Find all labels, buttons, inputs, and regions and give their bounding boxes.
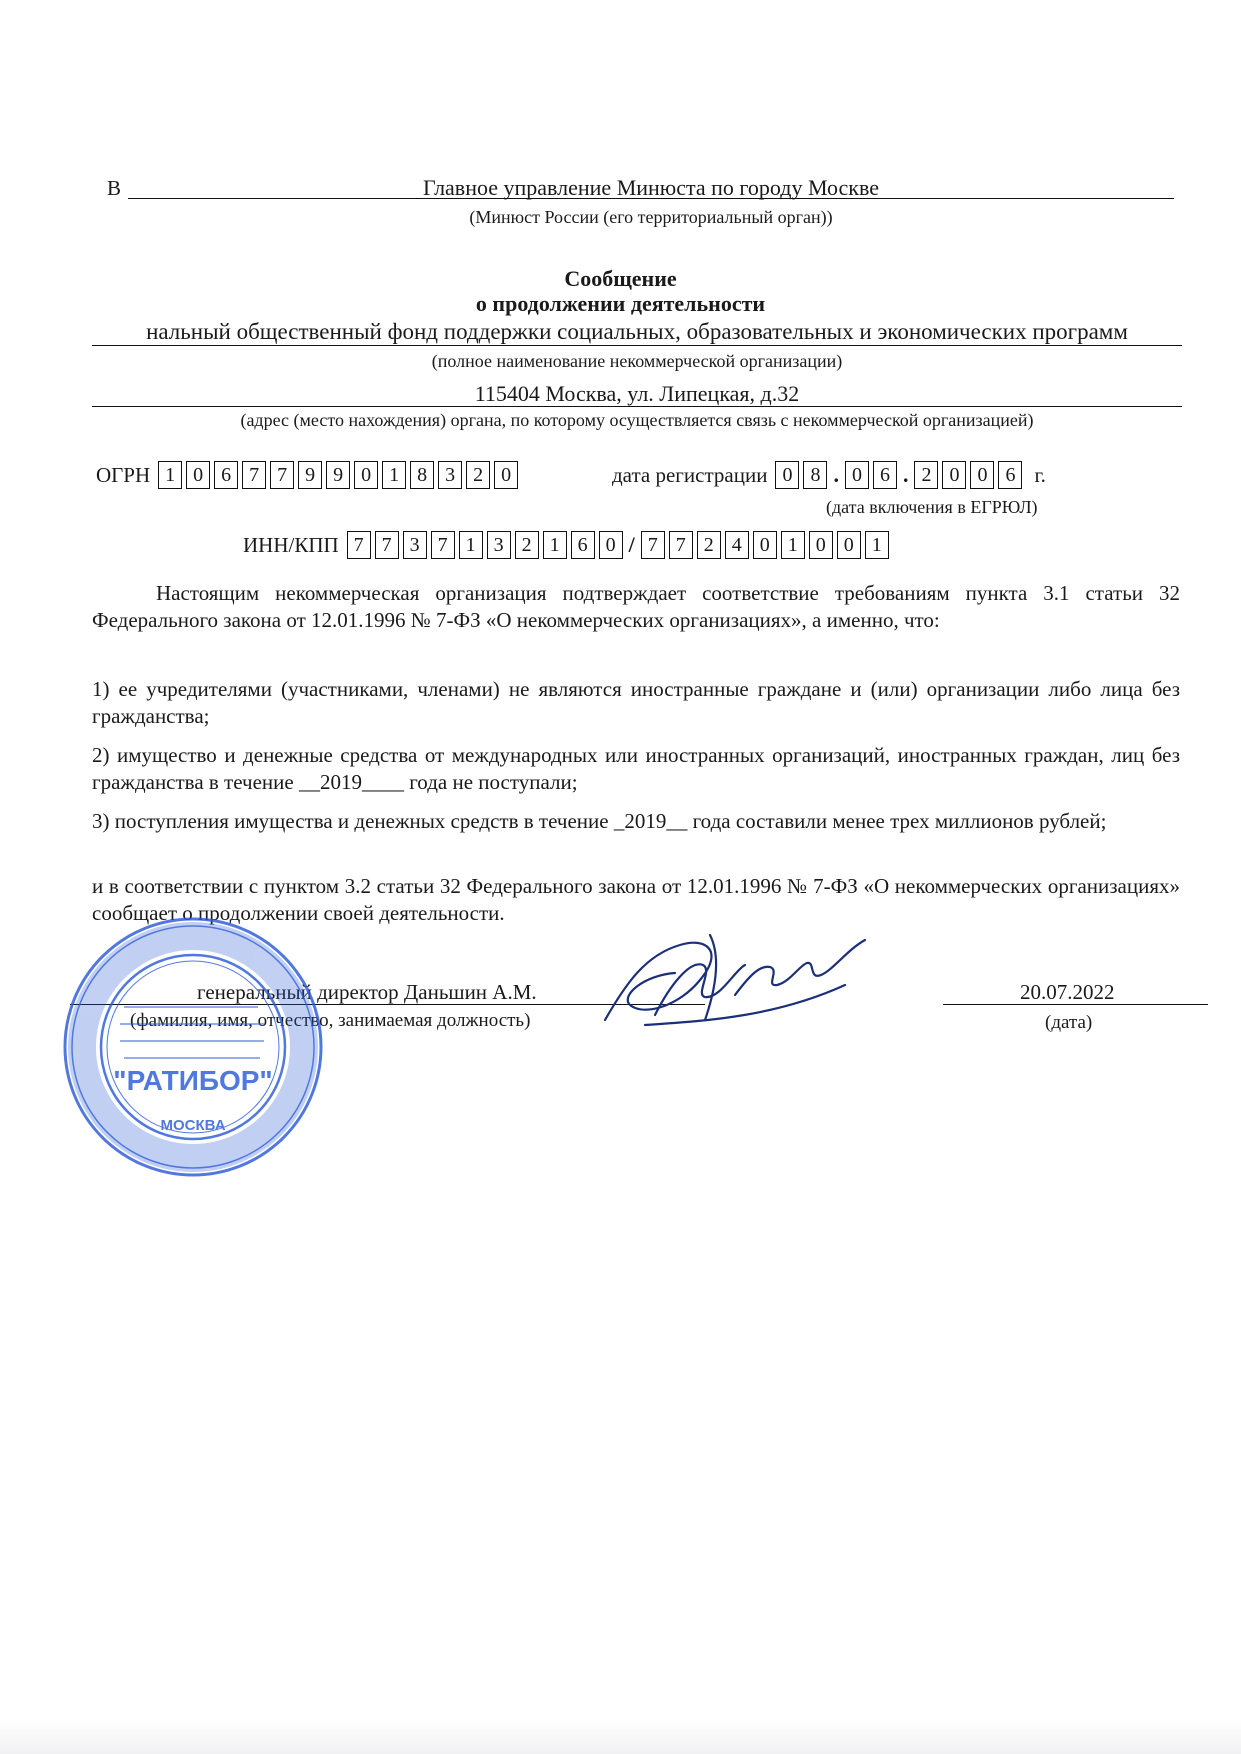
stamp-city-text: МОСКВА <box>160 1117 226 1134</box>
registration-month-boxes <box>845 461 901 489</box>
digit-box: 0 <box>809 531 833 559</box>
digit-box: 1 <box>158 461 182 489</box>
organization-name-underline <box>92 345 1182 346</box>
digit-box: 0 <box>845 461 869 489</box>
ogrn-row <box>96 461 522 489</box>
year-suffix: г. <box>1034 462 1046 487</box>
ogrn-digit-boxes <box>158 461 522 489</box>
egrul-caption: (дата включения в ЕГРЮЛ) <box>826 497 1038 517</box>
digit-box: 2 <box>515 531 539 559</box>
sign-date-caption: (дата) <box>1045 1012 1093 1033</box>
kpp-digit-boxes <box>641 531 893 559</box>
registration-date-row <box>612 461 1046 489</box>
item-2-paragraph: 2) имущество и денежные средства от международных или иностранных организаций, иностранных граждан, лиц без гражданства в течение __2019____ года не поступали; <box>92 743 1180 794</box>
digit-box: 0 <box>837 531 861 559</box>
date-separator: . <box>833 462 839 487</box>
sign-date-underline <box>943 1004 1208 1005</box>
digit-box: 6 <box>571 531 595 559</box>
registration-year-boxes <box>914 461 1026 489</box>
inn-kpp-slash: / <box>628 532 635 557</box>
digit-box: 1 <box>865 531 889 559</box>
organization-address: 115404 Москва, ул. Липецкая, д.32 <box>474 381 800 406</box>
digit-box: 4 <box>725 531 749 559</box>
recipient-name: Главное управление Минюста по городу Москве <box>423 175 879 200</box>
digit-box: 7 <box>641 531 665 559</box>
digit-box: 7 <box>347 531 371 559</box>
digit-box: 1 <box>781 531 805 559</box>
digit-box: 9 <box>298 461 322 489</box>
digit-box: 0 <box>354 461 378 489</box>
digit-box: 6 <box>214 461 238 489</box>
digit-box: 1 <box>459 531 483 559</box>
digit-box: 2 <box>697 531 721 559</box>
digit-box: 1 <box>382 461 406 489</box>
item-1-paragraph: 1) ее учредителями (участниками, членами) не являются иностранные граждане и (или) организации либо лица без гражданства; <box>92 677 1180 728</box>
digit-box: 6 <box>873 461 897 489</box>
digit-box: 0 <box>599 531 623 559</box>
digit-box: 1 <box>543 531 567 559</box>
digit-box: 7 <box>431 531 455 559</box>
digit-box: 0 <box>186 461 210 489</box>
digit-box: 0 <box>753 531 777 559</box>
digit-box: 7 <box>375 531 399 559</box>
digit-box: 3 <box>403 531 427 559</box>
ogrn-label: ОГРН <box>96 462 151 487</box>
stamp-center-text: "РАТИБОР" <box>113 1065 273 1096</box>
document-title: Сообщение <box>564 266 677 291</box>
date-separator: . <box>902 462 909 487</box>
digit-box: 9 <box>326 461 350 489</box>
organization-name-caption: (полное наименование некоммерческой организации) <box>431 351 843 371</box>
digit-box: 7 <box>270 461 294 489</box>
inn-kpp-label: ИНН/КПП <box>243 532 339 557</box>
digit-box: 0 <box>494 461 518 489</box>
recipient-underline <box>128 198 1174 199</box>
recipient-caption: (Минюст России (его территориальный орган)) <box>469 207 833 227</box>
item-3-paragraph: 3) поступления имущества и денежных средств в течение _2019__ года составили менее трех миллионов рублей; <box>92 809 1107 833</box>
signer-name: генеральный директор Даньшин А.М. <box>197 980 537 1004</box>
digit-box: 0 <box>775 461 799 489</box>
organization-name: нальный общественный фонд поддержки социальных, образовательных и экономических программ <box>146 319 1128 344</box>
signer-caption: (фамилия, имя, отчество, занимаемая должность) <box>130 1010 531 1031</box>
scan-bottom-edge <box>0 1720 1241 1754</box>
digit-box: 8 <box>410 461 434 489</box>
digit-box: 3 <box>438 461 462 489</box>
inn-digit-boxes <box>347 531 627 559</box>
registration-date-label: дата регистрации <box>612 462 768 487</box>
digit-box: 2 <box>914 461 938 489</box>
intro-paragraph: Настоящим некоммерческая организация подтверждает соответствие требованиям пункта 3.1 статьи 32 Федерального закона от 12.01.1996 № 7-ФЗ «О некоммерческих организациях», а именно, что: <box>92 581 1180 632</box>
organization-seal-stamp <box>58 912 328 1182</box>
organization-address-underline <box>92 406 1182 407</box>
registration-day-boxes <box>775 461 831 489</box>
digit-box: 2 <box>466 461 490 489</box>
inn-kpp-row <box>243 531 893 559</box>
handwritten-signature <box>585 925 875 1035</box>
organization-address-caption: (адрес (место нахождения) органа, по которому осуществляется связь с некоммерческой организацией) <box>240 410 1034 430</box>
document-subtitle: о продолжении деятельности <box>475 291 766 316</box>
final-paragraph: и в соответствии с пунктом 3.2 статьи 32 Федерального закона от 12.01.1996 № 7-ФЗ «О некоммерческих организациях» сообщает о продолжении своей деятельности. <box>92 874 1180 925</box>
digit-box: 3 <box>487 531 511 559</box>
digit-box: 7 <box>669 531 693 559</box>
digit-box: 7 <box>242 461 266 489</box>
digit-box: 0 <box>942 461 966 489</box>
digit-box: 0 <box>970 461 994 489</box>
sign-date: 20.07.2022 <box>1020 980 1115 1004</box>
to-prefix: В <box>107 176 122 200</box>
digit-box: 6 <box>998 461 1022 489</box>
digit-box: 8 <box>803 461 827 489</box>
